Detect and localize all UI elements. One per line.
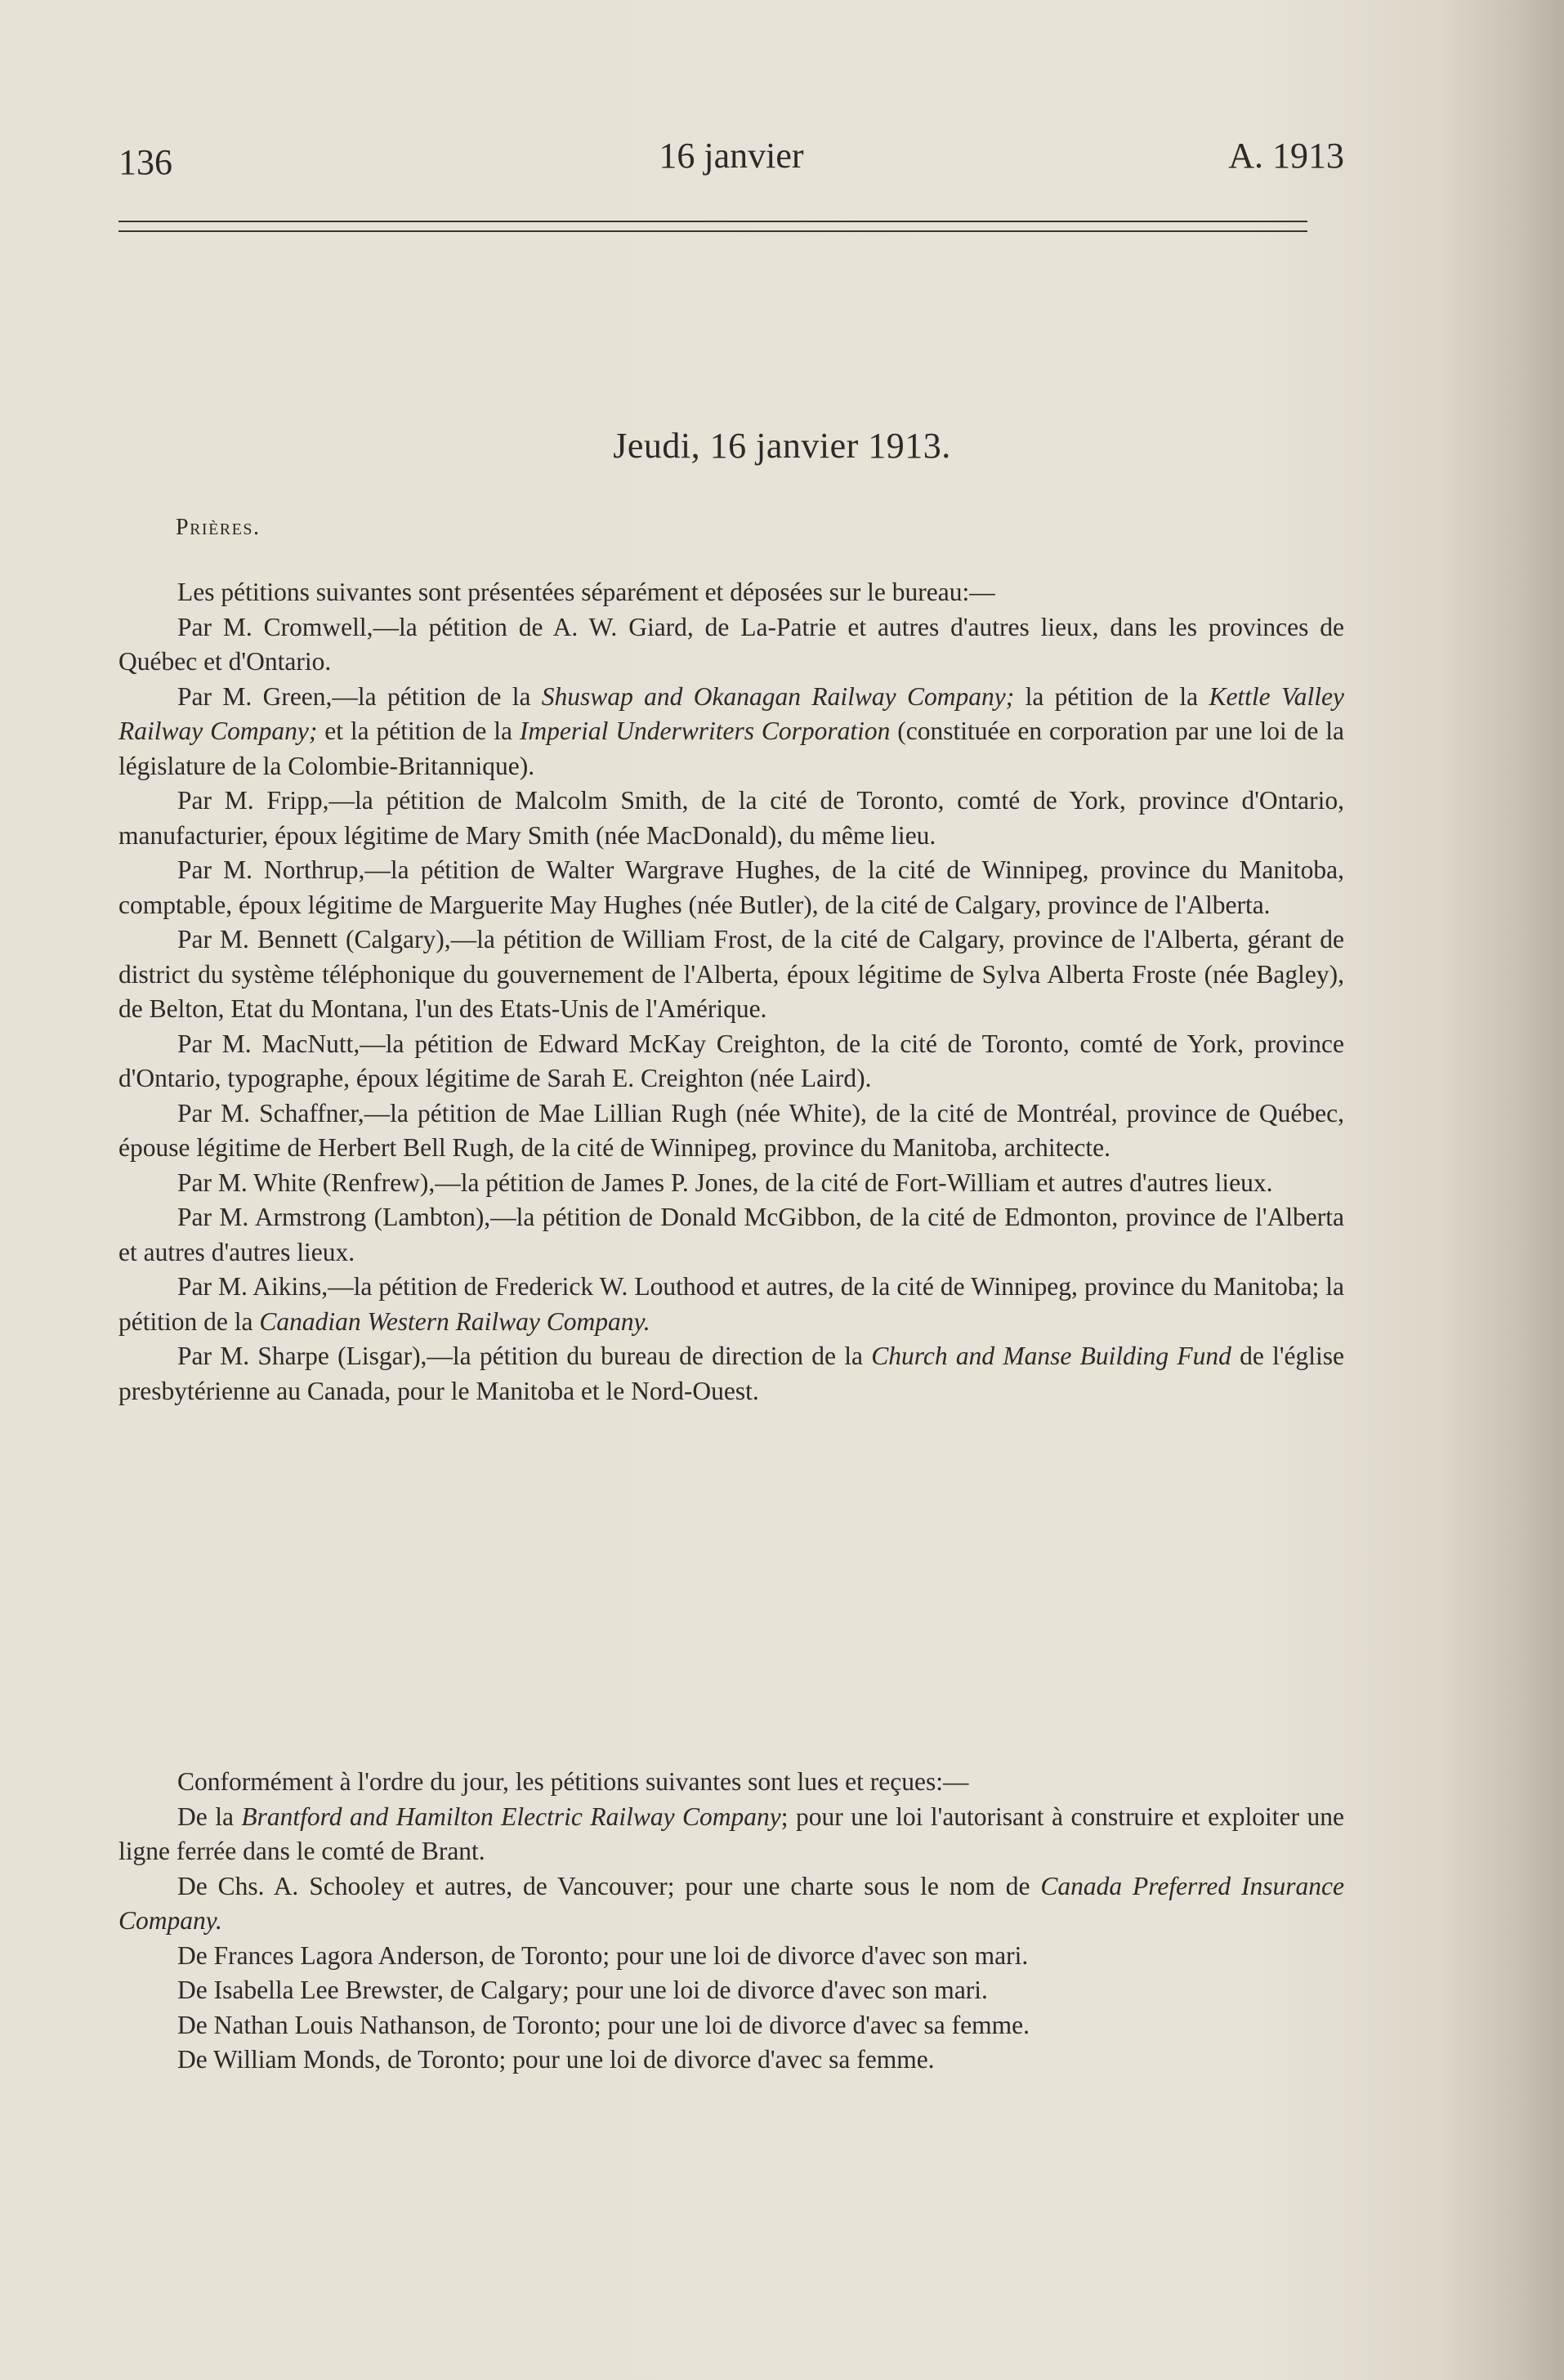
petition-paragraph: Par M. Schaffner,—la pétition de Mae Lillian Rugh (née White), de la cité de Montréal, province de Québec, épouse légitime de Herbert Bell Rugh, de la cité de Winnipeg, province du Manitoba, architecte. [118, 1098, 1344, 1162]
received-paragraph: De la Brantford and Hamilton Electric Railway Company; pour une loi l'autorisant à construire et exploiter une ligne ferrée dans le comté de Brant. [118, 1802, 1344, 1865]
petition-paragraph: Par M. Green,—la pétition de la Shuswap and Okanagan Railway Company; la pétition de la Kettle Valley Railway Company; et la pétition de la Imperial Underwriters Corporation (constituée en corporation par une loi de la législature de la Colombie-Britannique). [118, 681, 1345, 780]
petition-paragraph: Par M. White (Renfrew),—la pétition de James P. Jones, de la cité de Fort-William et autres d'autres lieux. [177, 1168, 1273, 1197]
running-header [118, 135, 1344, 184]
prayers-heading: Prières. [176, 515, 261, 540]
petition-paragraph: Par M. Northrup,—la pétition de Walter Wargrave Hughes, de la cité de Winnipeg, province du Manitoba, comptable, époux légitime de Marguerite May Hughes (née Butler), de la cité de Calgary, province de l'Alberta. [118, 855, 1344, 919]
petitions-intro: Les pétitions suivantes sont présentées séparément et déposées sur le bureau:— [177, 578, 995, 606]
received-paragraph: De Frances Lagora Anderson, de Toronto; pour une loi de divorce d'avec son mari. [177, 1940, 1029, 1970]
petition-paragraph: Par M. Sharpe (Lisgar),—la pétition du bureau de direction de la Church and Manse Building Fund de l'église presbytérienne au Canada, pour le Manitoba et le Nord-Ouest. [118, 1342, 1344, 1405]
received-intro: Conformément à l'ordre du jour, les pétitions suivantes sont lues et reçues:— [177, 1767, 969, 1796]
petition-paragraph: Par M. MacNutt,—la pétition de Edward McKay Creighton, de la cité de Toronto, comté de York, province d'Ontario, typographe, époux légitime de Sarah E. Creighton (née Laird). [118, 1029, 1344, 1092]
petitions-received [118, 1765, 1344, 2078]
received-paragraph: De Isabella Lee Brewster, de Calgary; pour une loi de divorce d'avec son mari. [177, 1976, 988, 2004]
petition-paragraph: Par M. Fripp,—la pétition de Malcolm Smith, de la cité de Toronto, comté de York, province d'Ontario, manufacturier, époux légitime de Mary Smith (née MacDonald), du même lieu. [118, 786, 1344, 850]
header-rule-top [118, 221, 1307, 222]
page-number: 136 [118, 142, 172, 182]
received-paragraph: De Chs. A. Schooley et autres, de Vancouver; pour une charte sous le nom de Canada Preferred Insurance Company. [118, 1871, 1345, 1935]
petitions-presented [118, 575, 1344, 1409]
header-year: A. 1913 [1228, 136, 1344, 176]
header-date: 16 janvier [659, 136, 804, 176]
header-rule-bottom [118, 230, 1307, 232]
received-paragraph: De William Monds, de Toronto; pour une loi de divorce d'avec sa femme. [177, 2045, 935, 2074]
petition-paragraph: Par M. Aikins,—la pétition de Frederick W. Louthood et autres, de la cité de Winnipeg, province du Manitoba; la pétition de la Canadian Western Railway Company. [118, 1272, 1344, 1336]
received-paragraph: De Nathan Louis Nathanson, de Toronto; pour une loi de divorce d'avec sa femme. [177, 2010, 1030, 2039]
petition-paragraph: Par M. Armstrong (Lambton),—la pétition de Donald McGibbon, de la cité de Edmonton, province de l'Alberta et autres d'autres lieux. [118, 1203, 1344, 1266]
petition-paragraph: Par M. Cromwell,—la pétition de A. W. Giard, de La-Patrie et autres d'autres lieux, dans les provinces de Québec et d'Ontario. [118, 612, 1344, 676]
section-title: Jeudi, 16 janvier 1913. [613, 426, 951, 466]
petition-paragraph: Par M. Bennett (Calgary),—la pétition de William Frost, de la cité de Calgary, province de l'Alberta, gérant de district du système téléphonique du gouvernement de l'Alberta, époux légitime de Sylva Alberta Froste (née Bagley), de Belton, Etat du Montana, l'un des Etats-Unis de l'Amérique. [118, 925, 1344, 1023]
